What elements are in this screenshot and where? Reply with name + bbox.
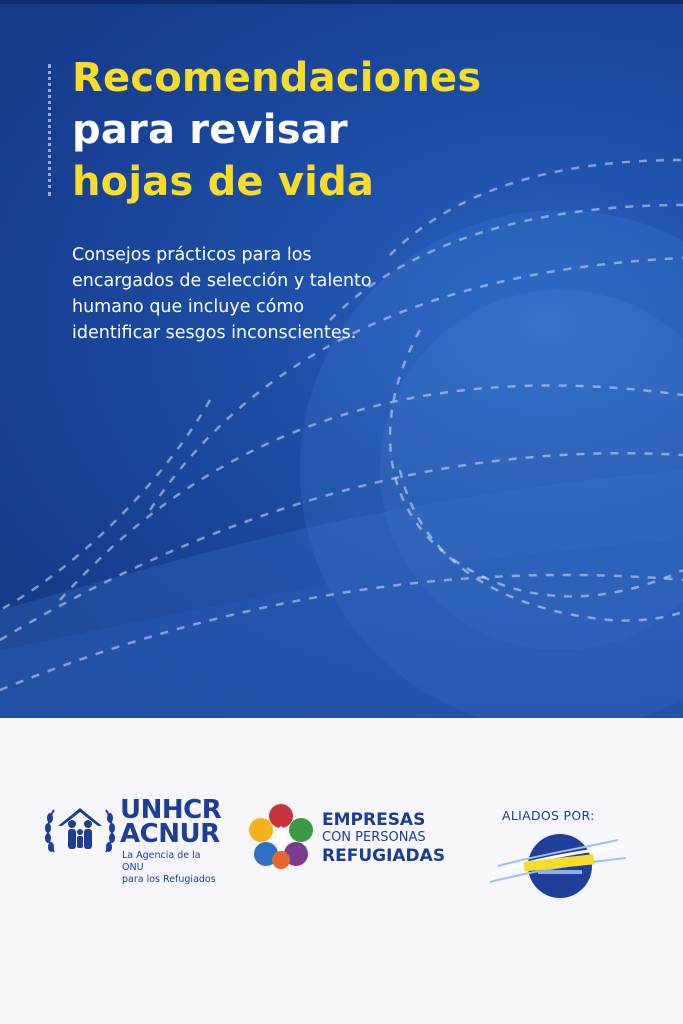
empresas-line-1: EMPRESAS <box>322 810 426 830</box>
unhcr-tagline-2: para los Refugiados <box>122 874 216 885</box>
unhcr-logo <box>44 795 224 885</box>
cover-title <box>72 52 481 208</box>
aliados-label: ALIADOS POR: <box>502 808 595 823</box>
cover-subtitle: Consejos prácticos para los encargados de selección y talento humano que incluye cómo identificar sesgos inconscientes. <box>72 245 372 343</box>
empresas-wordmark <box>322 810 445 866</box>
unhcr-tagline-1: La Agencia de la ONU <box>122 850 201 873</box>
partner-globe-icon <box>488 826 628 901</box>
unhcr-emblem-icon <box>44 802 116 862</box>
title-line-1: Recomendaciones <box>72 55 482 101</box>
title-accent-dashes <box>48 64 51 196</box>
aliados-block <box>488 808 638 903</box>
empresas-logo <box>246 800 456 880</box>
empresas-line-2: CON PERSONAS <box>322 830 426 845</box>
unhcr-tagline <box>122 850 224 886</box>
empresas-line-3: REFUGIADAS <box>322 846 446 866</box>
acnur-line: ACNUR <box>120 819 220 849</box>
unhcr-line: UNHCR <box>120 795 222 825</box>
empresas-flower-icon <box>246 802 316 872</box>
title-line-2: para revisar <box>72 107 348 153</box>
title-line-3: hojas de vida <box>72 159 375 205</box>
unhcr-wordmark <box>120 795 222 849</box>
